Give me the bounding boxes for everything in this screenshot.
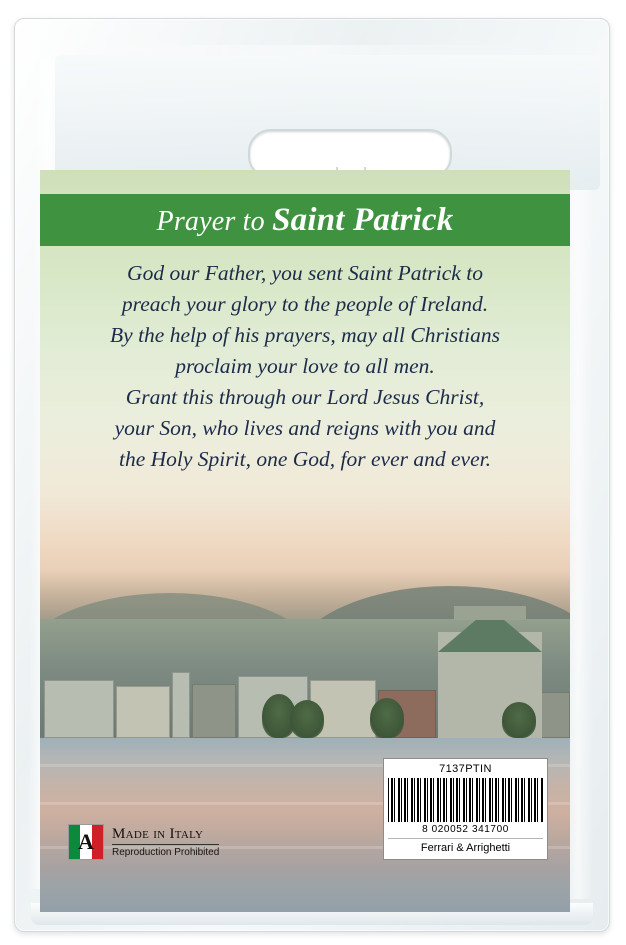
italy-flag-icon [68, 824, 104, 860]
photo-building [172, 672, 190, 738]
sku-code: 7137PTIN [439, 763, 492, 775]
origin-texts [112, 826, 219, 858]
prayer-line: your Son, who lives and reigns with you and [114, 416, 496, 440]
barcode-label [383, 758, 548, 860]
photo-tree [370, 698, 404, 738]
photo-building [116, 686, 170, 738]
photo-tree [290, 700, 324, 738]
reproduction-notice: Reproduction Prohibited [112, 847, 220, 858]
photo-town [40, 619, 570, 738]
prayer-line: preach your glory to the people of Ireland. [121, 292, 489, 316]
photo-tree [502, 702, 536, 738]
made-in-italy-label: Made in Italy [112, 826, 219, 845]
prayer-line: the Holy Spirit, one God, for ever and ever. [119, 447, 491, 471]
logo-letter: A [78, 829, 94, 854]
photo-building [540, 692, 570, 738]
made-in-italy-block [68, 824, 219, 860]
barcode-digits: 8 020052 341700 [422, 824, 509, 835]
photo-building [192, 684, 236, 738]
title-band [40, 194, 570, 246]
plastic-highlight [75, 45, 555, 55]
prayer-line: Grant this through our Lord Jesus Christ, [125, 385, 485, 409]
photo-building [44, 680, 114, 738]
prayer-text [62, 258, 548, 475]
prayer-line: God our Father, you sent Saint Patrick to [127, 261, 483, 285]
prayer-line: proclaim your love to all men. [175, 354, 435, 378]
page-title [157, 202, 454, 239]
photo-cathedral-drum [454, 606, 526, 620]
prayer-card [40, 170, 570, 912]
title-prefix: Prayer to [156, 205, 265, 237]
title-emphasis: Saint Patrick [272, 201, 454, 238]
barcode-icon [388, 778, 543, 822]
brand-name: Ferrari & Arrighetti [388, 838, 543, 854]
prayer-line: By the help of his prayers, may all Christians [110, 323, 500, 347]
